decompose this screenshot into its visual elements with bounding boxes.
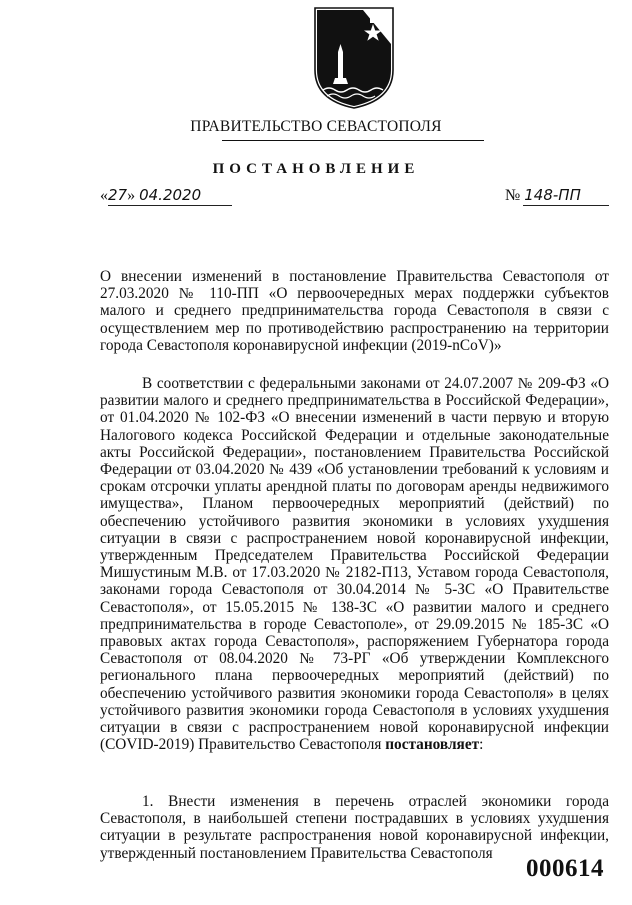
preamble-colon: : bbox=[479, 736, 484, 754]
decree-date bbox=[100, 186, 232, 205]
clause-1-paragraph: 1. Внести изменения в перечень отраслей экономики города Севастополя, в наибольшей степени пострадавших в условиях ухудшения ситуации в результате распространения новой коронавирусной инфекции, утвержденный постановлением Правительства Севастополя bbox=[100, 793, 609, 862]
document-type-title: ПОСТАНОВЛЕНИЕ bbox=[212, 161, 420, 177]
government-name: ПРАВИТЕЛЬСТВО СЕВАСТОПОЛЯ bbox=[190, 118, 442, 135]
number-underline bbox=[523, 205, 609, 206]
preamble-text: В соответствии с федеральными законами от 24.07.2007 № 209-ФЗ «О развитии малого и среднего предпринимательства в Российской Федерации», от 01.04.2020 № 102-ФЗ «О внесении изменений в части первую и вторую Налогового кодекса Российской Федерации и отдельные законодательные акты Российской Федерации», постановлением Правительства Российской Федерации от 03.04.2020 № 439 «Об установлении требований к условиям и срокам отсрочки уплаты арендной платы по договорам аренды недвижимого имущества», Планом первоочередных мероприятий (действий) по обеспечению устойчивого развития экономики в условиях ухудшения ситуации в связи с распространением новой коронавирусной инфекции, утвержденным Председателем Правительства Российской Федерации Мишустиным М.В. от 17.03.2020 № 2182-П13, Уставом города Севастополя, законами города Севастополя от 30.04.2014 № 5-ЗС «О Правительстве Севастополя», от 15.05.2015 № 138-ЗС «О развитии малого и среднего предпринимательства в городе Севастополе», от 29.09.2015 № 185-ЗС «О правовых актах города Севастополя», распоряжением Губернатора города Севастополя от 08.04.2020 № 73-РГ «Об утверждении Комплексного регионального плана первоочередных мероприятий (действий) по обеспечению устойчивого развития экономики города Севастополя» в целях устойчивого развития экономики города Севастополя в условиях ухудшения ситуации в связи с распространением новой коронавирусной инфекции (COVID-2019) Правительство Севастополя bbox=[100, 375, 609, 754]
date-month-year: 04.2020 bbox=[139, 186, 202, 204]
date-close-quote: » bbox=[127, 187, 136, 204]
preamble-paragraph bbox=[100, 375, 609, 753]
decree-subject: О внесении изменений в постановление Правительства Севастополя от 27.03.2020 № 110-ПП «О первоочередных мерах поддержки субъектов малого и среднего предпринимательства города Севастополя в связи с осуществлением мер по противодействию распространению на территории города Севастополя коронавирусной инфекции (2019-nCoV)» bbox=[100, 268, 609, 354]
page-serial-number: 000614 bbox=[526, 855, 604, 882]
decree-number bbox=[505, 186, 609, 205]
date-day: 27 bbox=[108, 186, 128, 204]
number-value: 148-ПП bbox=[524, 186, 581, 204]
number-sign: № bbox=[505, 187, 521, 204]
government-name-underline bbox=[222, 140, 484, 141]
resolves-word: постановляет bbox=[385, 736, 480, 754]
sevastopol-coat-of-arms-icon bbox=[311, 4, 397, 112]
date-open-quote: « bbox=[100, 187, 108, 204]
date-underline bbox=[108, 205, 232, 206]
